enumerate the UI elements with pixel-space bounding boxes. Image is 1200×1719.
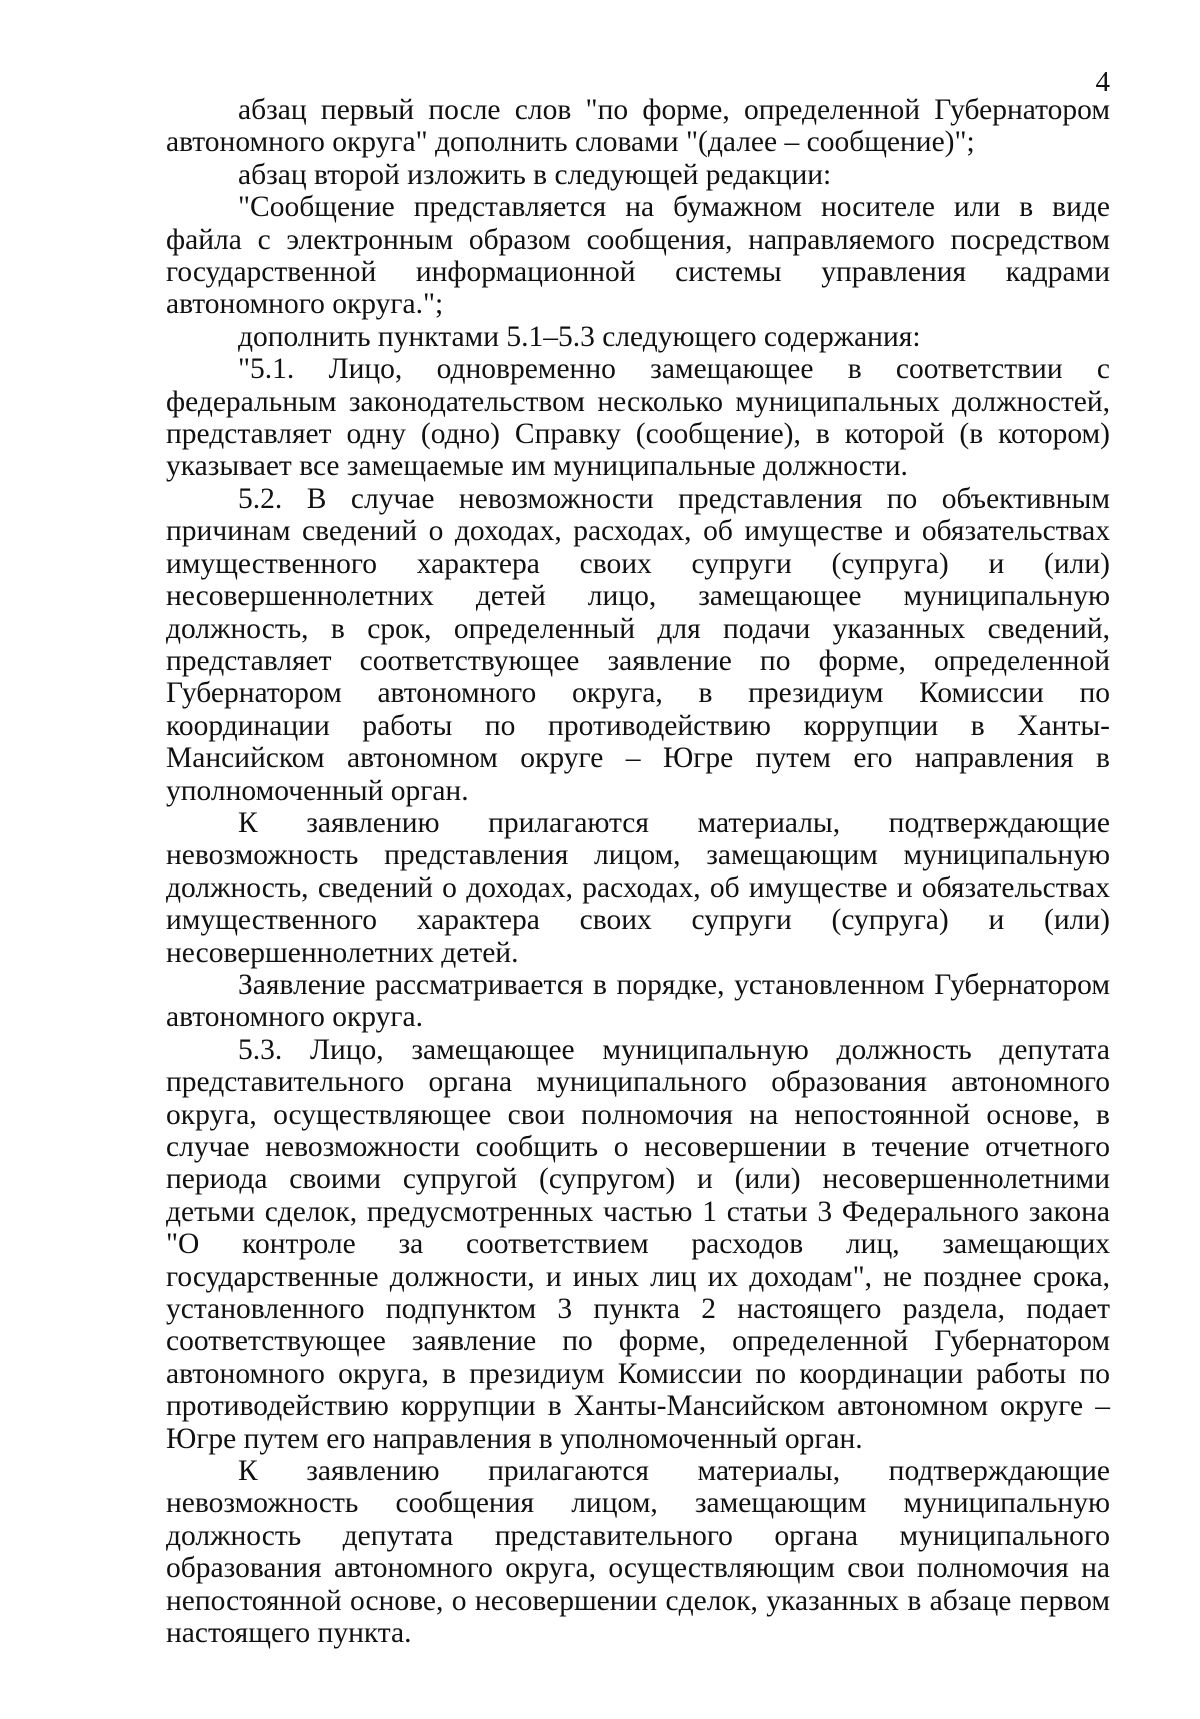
paragraph-point-5-1: "5.1. Лицо, одновременно замещающее в соответствии с федеральным законодательством несколько муниципальных должностей, представляет одну (одно) Справку (сообщение), в которой (в котором) указывает все замещаемые им муниципальные должности. xyxy=(166,353,1110,483)
paragraph-point-5-2: 5.2. В случае невозможности представления по объективным причинам сведений о доходах, расходах, об имуществе и обязательствах имущественного характера своих супруги (супруга) и (или) несовершеннолетних детей лицо, замещающее муниципальную должность, в срок, определенный для подачи указанных сведений, представляет соответствующее заявление по форме, определенной Губернатором автономного округа, в президиум Комиссии по координации работы по противодействию коррупции в Ханты-Мансийском автономном округе – Югре путем его направления в уполномоченный орган. xyxy=(166,482,1110,807)
paragraph-amend-first-abzac: абзац первый после слов "по форме, определенной Губернатором автономного округа" дополнить словами "(далее – сообщение)"; xyxy=(166,94,1110,159)
paragraph-point-5-3: 5.3. Лицо, замещающее муниципальную должность депутата представительного органа муниципального образования автономного округа, осуществляющее свои полномочия на непостоянной основе, в случае невозможности сообщить о несовершении в течение отчетного периода своими супругой (супругом) и (или) несовершеннолетними детьми сделок, предусмотренных частью 1 статьи 3 Федерального закона "О контроле за соответствием расходов лиц, замещающих государственные должности, и иных лиц их доходам", не позднее срока, установленного подпунктом 3 пункта 2 настоящего раздела, подает соответствующее заявление по форме, определенной Губернатором автономного округа, в президиум Комиссии по координации работы по противодействию коррупции в Ханты-Мансийском автономном округе – Югре путем его направления в уполномоченный орган. xyxy=(166,1033,1110,1455)
paragraph-new-wording: "Сообщение представляется на бумажном носителе или в виде файла с электронным образом сообщения, направляемого посредством государственной информационной системы управления кадрами автономного округа."; xyxy=(166,191,1110,321)
paragraph-point-5-3-attachments: К заявлению прилагаются материалы, подтверждающие невозможность сообщения лицом, замещающим муниципальную должность депутата представительного органа муниципального образования автономного округа, осуществляющим свои полномочия на непостоянной основе, о несовершении сделок, указанных в абзаце первом настоящего пункта. xyxy=(166,1455,1110,1650)
paragraph-add-points: дополнить пунктами 5.1–5.3 следующего содержания: xyxy=(238,320,921,353)
paragraph-point-5-2-attachments: К заявлению прилагаются материалы, подтверждающие невозможность представления лицом, замещающим муниципальную должность, сведений о доходах, расходах, об имуществе и обязательствах имущественного характера своих супруги (супруга) и (или) несовершеннолетних детей. xyxy=(166,806,1110,969)
paragraph-amend-second-abzac: абзац второй изложить в следующей редакции: xyxy=(238,158,832,191)
page-number: 4 xyxy=(1095,66,1110,98)
document-body xyxy=(166,94,1110,1650)
paragraph-point-5-2-review: Заявление рассматривается в порядке, установленном Губернатором автономного округа. xyxy=(166,968,1110,1034)
